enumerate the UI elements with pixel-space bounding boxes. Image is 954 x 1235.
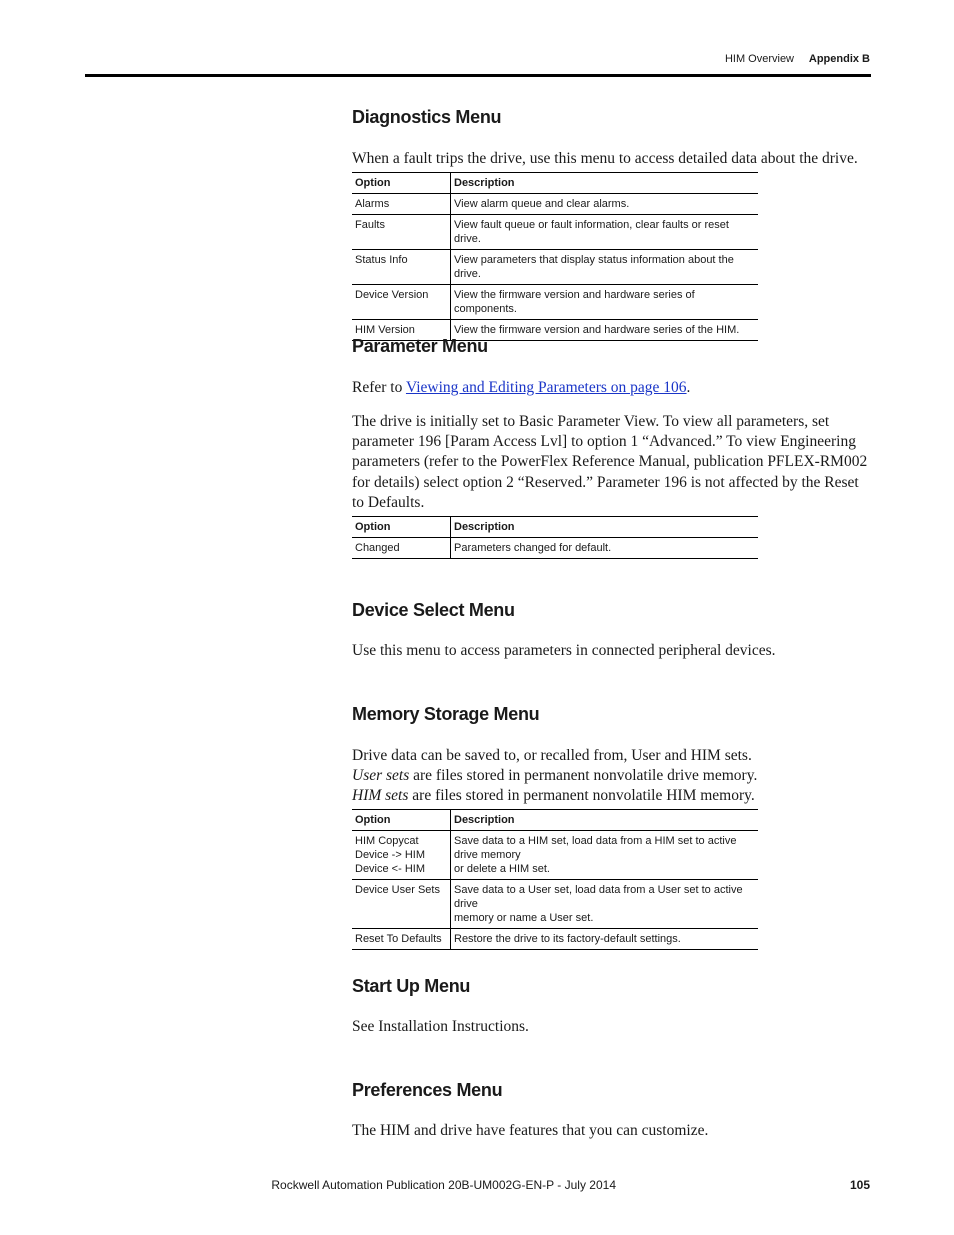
description-line: Restore the drive to its factory-default settings. bbox=[454, 933, 681, 945]
description-cell: View the firmware version and hardware series of components. bbox=[451, 285, 759, 320]
device-select-menu-heading: Device Select Menu bbox=[352, 600, 515, 620]
refer-suffix: . bbox=[686, 379, 691, 396]
description-cell: View alarm queue and clear alarms. bbox=[451, 194, 759, 215]
option-cell: Device Version bbox=[352, 285, 451, 320]
option-line: Device -> HIM bbox=[355, 849, 425, 861]
memory-line-3 bbox=[352, 786, 872, 806]
description-line: or delete a HIM set. bbox=[454, 863, 550, 875]
table-row bbox=[352, 285, 758, 320]
memory-line-1: Drive data can be saved to, or recalled from, User and HIM sets. bbox=[352, 747, 752, 764]
option-cell: HIM Version bbox=[352, 320, 451, 341]
header-divider bbox=[85, 74, 871, 77]
parameter-refer-text bbox=[352, 378, 872, 398]
table-row bbox=[352, 215, 758, 250]
memory-storage-options-table bbox=[352, 809, 758, 950]
publication-info: Rockwell Automation Publication 20B-UM002G-EN-P - July 2014 bbox=[271, 1178, 616, 1192]
description-line: memory or name a User set. bbox=[454, 912, 594, 924]
description-cell bbox=[451, 929, 759, 950]
preferences-menu-heading: Preferences Menu bbox=[352, 1080, 503, 1100]
column-header-option: Option bbox=[352, 810, 451, 831]
table-row bbox=[352, 880, 758, 929]
refer-prefix: Refer to bbox=[352, 379, 406, 396]
table-header-row bbox=[352, 173, 758, 194]
option-cell: Status Info bbox=[352, 250, 451, 285]
diagnostics-menu-heading: Diagnostics Menu bbox=[352, 107, 502, 127]
table-row bbox=[352, 831, 758, 880]
page-number: 105 bbox=[849, 1178, 870, 1192]
viewing-editing-parameters-link[interactable]: Viewing and Editing Parameters on page 106 bbox=[405, 379, 687, 396]
him-sets-term: HIM sets bbox=[352, 787, 409, 805]
device-select-description: Use this menu to access parameters in connected peripheral devices. bbox=[352, 642, 776, 659]
header-appendix-label: Appendix B bbox=[808, 53, 870, 65]
memory-line-2 bbox=[352, 766, 872, 786]
description-line: Save data to a User set, load data from a User set to active drive bbox=[454, 884, 743, 910]
description-cell: View fault queue or fault information, clear faults or reset drive. bbox=[451, 215, 759, 250]
diagnostics-options-table bbox=[352, 172, 758, 341]
table-row bbox=[352, 250, 758, 285]
memory-storage-menu-heading: Memory Storage Menu bbox=[352, 704, 540, 724]
option-line: Device User Sets bbox=[355, 884, 440, 896]
table-header-row bbox=[352, 517, 758, 538]
description-cell: View parameters that display status information about the drive. bbox=[451, 250, 759, 285]
option-line: HIM Copycat bbox=[355, 835, 419, 847]
column-header-option: Option bbox=[352, 517, 451, 538]
option-line: Device <- HIM bbox=[355, 863, 425, 875]
description-cell bbox=[451, 831, 759, 880]
option-cell: Changed bbox=[352, 538, 451, 559]
column-header-option: Option bbox=[352, 173, 451, 194]
diagnostics-intro: When a fault trips the drive, use this menu to access detailed data about the drive. bbox=[352, 150, 858, 167]
user-sets-definition: are files stored in permanent nonvolatile drive memory. bbox=[409, 767, 758, 785]
parameter-description: The drive is initially set to Basic Parameter View. To view all parameters, set parameter 196 [Param Access Lvl] to option 1 “Advanced.” To view Engineering parameters (refer to the PowerFlex Reference Manual, publication PFLEX-RM002 for details) select option 2 “Reserved.” Parameter 196 is not affected by the Reset to Defaults. bbox=[352, 413, 868, 511]
table-row bbox=[352, 538, 758, 559]
description-cell bbox=[451, 880, 759, 929]
description-cell: View the firmware version and hardware series of the HIM. bbox=[451, 320, 759, 341]
parameter-options-table bbox=[352, 516, 758, 559]
preferences-description: The HIM and drive have features that you can customize. bbox=[352, 1122, 709, 1139]
table-header-row bbox=[352, 810, 758, 831]
table-row bbox=[352, 194, 758, 215]
option-cell: Alarms bbox=[352, 194, 451, 215]
memory-storage-description bbox=[352, 746, 872, 807]
user-sets-term: User sets bbox=[352, 767, 410, 785]
option-cell: Faults bbox=[352, 215, 451, 250]
start-up-description: See Installation Instructions. bbox=[352, 1018, 529, 1035]
description-cell: Parameters changed for default. bbox=[451, 538, 759, 559]
description-line: Save data to a HIM set, load data from a HIM set to active drive memory bbox=[454, 835, 737, 861]
option-cell bbox=[352, 831, 451, 880]
him-sets-definition: are files stored in permanent nonvolatile HIM memory. bbox=[408, 787, 755, 805]
column-header-description: Description bbox=[451, 517, 759, 538]
page-header bbox=[0, 0, 954, 80]
start-up-menu-heading: Start Up Menu bbox=[352, 976, 471, 996]
option-line: Reset To Defaults bbox=[355, 933, 442, 945]
parameter-menu-heading: Parameter Menu bbox=[352, 336, 488, 356]
column-header-description: Description bbox=[451, 810, 759, 831]
column-header-description: Description bbox=[451, 173, 759, 194]
table-row bbox=[352, 929, 758, 950]
header-section-title: HIM Overview bbox=[724, 53, 794, 65]
option-cell bbox=[352, 929, 451, 950]
option-cell bbox=[352, 880, 451, 929]
page-footer bbox=[0, 1170, 954, 1200]
